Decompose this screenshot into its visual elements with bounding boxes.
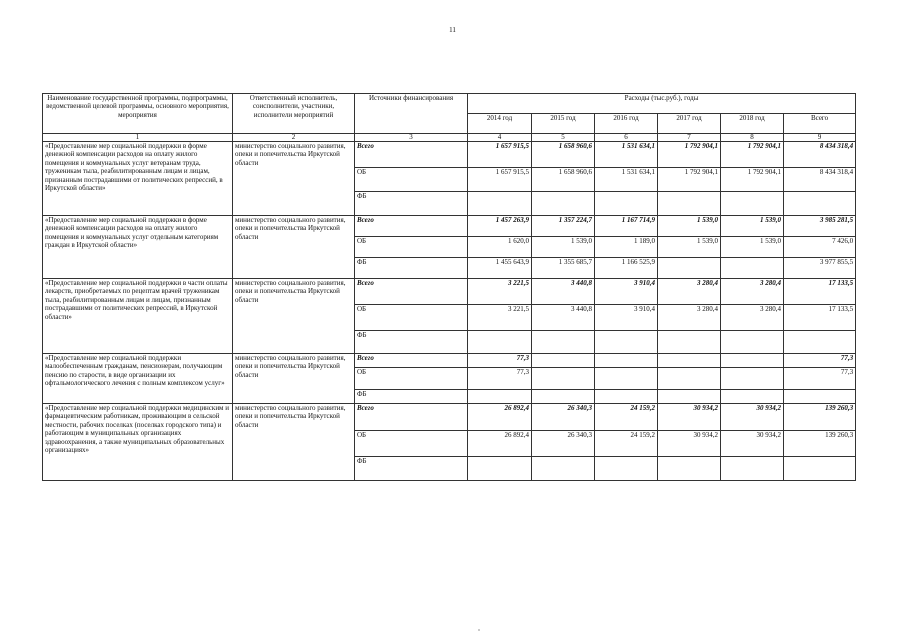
funding-source: ОБ (355, 305, 468, 331)
column-number: 8 (721, 134, 784, 142)
value-cell: 1 189,0 (595, 237, 658, 258)
measure-name: «Предоставление мер социальной поддержки медицинским и фармацевтическим работникам, проживающим в сельской местности, рабочих поселках (поселках городского типа) и работающим в муниципальных организациях здравоохранения, а также муниципальных образовательных организациях» (43, 404, 233, 481)
value-cell-total (784, 192, 856, 216)
value-cell: 1 539,0 (532, 237, 595, 258)
column-number: 7 (658, 134, 721, 142)
scan-speck (478, 629, 480, 631)
value-cell: 1 792 904,1 (721, 142, 784, 168)
value-cell: 3 440,8 (532, 305, 595, 331)
value-cell: 1 531 634,1 (595, 168, 658, 192)
value-cell: 1 658 960,6 (532, 142, 595, 168)
value-cell: 1 166 525,9 (595, 258, 658, 279)
header-name: Наименование государственной программы, подпрограммы, ведомственной целевой программы, основного мероприятия, мероприятия (43, 94, 233, 134)
measure-executor: министерство социального развития, опеки и попечительства Иркутской области (233, 142, 355, 216)
value-cell: 26 892,4 (468, 431, 532, 457)
value-cell (532, 368, 595, 390)
value-cell: 1 531 634,1 (595, 142, 658, 168)
value-cell-total: 7 426,0 (784, 237, 856, 258)
funding-source: ФБ (355, 390, 468, 404)
value-cell: 1 539,0 (721, 216, 784, 237)
budget-body (43, 142, 856, 481)
value-cell: 24 159,2 (595, 431, 658, 457)
value-cell: 3 440,8 (532, 279, 595, 305)
column-number: 1 (43, 134, 233, 142)
value-cell-total: 139 260,3 (784, 404, 856, 431)
measure-name: «Предоставление мер социальной поддержки в форме денежной компенсации расходов на оплату жилого помещения и коммунальных услуг ветеранам труда, труженикам тыла, реабилитированным лицам и лицам, признанным пострадавшими от политических репрессий, в Иркутской области» (43, 142, 233, 216)
value-cell: 1 355 685,7 (532, 258, 595, 279)
table-row (43, 404, 856, 431)
value-cell: 26 340,3 (532, 431, 595, 457)
value-cell (658, 331, 721, 354)
table-row (43, 216, 856, 237)
value-cell: 3 910,4 (595, 279, 658, 305)
value-cell (532, 457, 595, 481)
value-cell: 1 539,0 (658, 237, 721, 258)
value-cell: 26 892,4 (468, 404, 532, 431)
value-cell (721, 192, 784, 216)
value-cell-total: 3 985 281,5 (784, 216, 856, 237)
value-cell-total: 139 260,3 (784, 431, 856, 457)
value-cell: 30 934,2 (658, 431, 721, 457)
value-cell (468, 192, 532, 216)
funding-source: ФБ (355, 457, 468, 481)
value-cell: 3 280,4 (658, 279, 721, 305)
value-cell: 30 934,2 (721, 404, 784, 431)
value-cell: 1 657 915,5 (468, 168, 532, 192)
value-cell: 1 357 224,7 (532, 216, 595, 237)
value-cell: 3 221,5 (468, 305, 532, 331)
header-year: 2017 год (658, 114, 721, 134)
page-number: 11 (449, 26, 456, 34)
value-cell-total: 17 133,5 (784, 279, 856, 305)
value-cell-total: 17 133,5 (784, 305, 856, 331)
table-row (43, 279, 856, 305)
funding-source: ФБ (355, 192, 468, 216)
value-cell-total (784, 390, 856, 404)
table-row (43, 354, 856, 368)
funding-source: ОБ (355, 368, 468, 390)
value-cell: 26 340,3 (532, 404, 595, 431)
column-number: 2 (233, 134, 355, 142)
column-number: 3 (355, 134, 468, 142)
value-cell (658, 192, 721, 216)
column-number: 9 (784, 134, 856, 142)
value-cell: 1 539,0 (658, 216, 721, 237)
value-cell: 77,3 (468, 354, 532, 368)
value-cell: 1 539,0 (721, 237, 784, 258)
value-cell: 1 457 263,9 (468, 216, 532, 237)
value-cell: 1 455 643,9 (468, 258, 532, 279)
value-cell (532, 331, 595, 354)
measure-executor: министерство социального развития, опеки и попечительства Иркутской области (233, 279, 355, 354)
value-cell (595, 390, 658, 404)
value-cell: 3 910,4 (595, 305, 658, 331)
funding-source: ОБ (355, 431, 468, 457)
value-cell: 3 221,5 (468, 279, 532, 305)
value-cell (532, 390, 595, 404)
value-cell (658, 390, 721, 404)
header-year: 2018 год (721, 114, 784, 134)
value-cell (721, 331, 784, 354)
value-cell-total: 77,3 (784, 368, 856, 390)
measure-executor: министерство социального развития, опеки и попечительства Иркутской области (233, 404, 355, 481)
value-cell (595, 354, 658, 368)
value-cell: 1 792 904,1 (721, 168, 784, 192)
value-cell (595, 368, 658, 390)
value-cell-total (784, 457, 856, 481)
column-number: 4 (468, 134, 532, 142)
header-year: 2015 год (532, 114, 595, 134)
table-row (43, 142, 856, 168)
value-cell: 1 657 915,5 (468, 142, 532, 168)
value-cell: 1 620,0 (468, 237, 532, 258)
value-cell (721, 354, 784, 368)
funding-source: Всего (355, 404, 468, 431)
value-cell (721, 368, 784, 390)
value-cell-total (784, 331, 856, 354)
value-cell (595, 457, 658, 481)
value-cell: 3 280,4 (658, 305, 721, 331)
value-cell: 1 658 960,6 (532, 168, 595, 192)
value-cell (595, 192, 658, 216)
value-cell-total: 77,3 (784, 354, 856, 368)
funding-source: ОБ (355, 237, 468, 258)
value-cell-total: 8 434 318,4 (784, 142, 856, 168)
funding-source: Всего (355, 354, 468, 368)
header-year: 2014 год (468, 114, 532, 134)
value-cell (658, 354, 721, 368)
value-cell: 1 792 904,1 (658, 142, 721, 168)
funding-source: Всего (355, 279, 468, 305)
header-year: 2016 год (595, 114, 658, 134)
budget-table (42, 93, 856, 481)
measure-name: «Предоставление мер социальной поддержки в части оплаты лекарств, приобретаемых по рецептам врачей труженикам тыла, реабилитированным лицам и лицам, признанным пострадавшими от политических репрессий, в Иркутской области» (43, 279, 233, 354)
value-cell (658, 368, 721, 390)
header-executor: Ответственный исполнитель, соисполнители, участники, исполнители мероприятий (233, 94, 355, 134)
value-cell (468, 390, 532, 404)
funding-source: ОБ (355, 168, 468, 192)
value-cell (532, 354, 595, 368)
value-cell: 3 280,4 (721, 305, 784, 331)
value-cell: 30 934,2 (658, 404, 721, 431)
value-cell: 30 934,2 (721, 431, 784, 457)
value-cell (595, 331, 658, 354)
funding-source: ФБ (355, 258, 468, 279)
value-cell: 3 280,4 (721, 279, 784, 305)
funding-source: Всего (355, 142, 468, 168)
measure-executor: министерство социального развития, опеки и попечительства Иркутской области (233, 216, 355, 279)
value-cell-total: 8 434 318,4 (784, 168, 856, 192)
value-cell (658, 457, 721, 481)
column-number: 5 (532, 134, 595, 142)
value-cell: 1 792 904,1 (658, 168, 721, 192)
value-cell: 24 159,2 (595, 404, 658, 431)
value-cell (468, 331, 532, 354)
value-cell (468, 457, 532, 481)
measure-name: «Предоставление мер социальной поддержки малообеспеченным гражданам, пенсионерам, получающим пенсию по старости, в виде организации их офтальмологического лечения с полным комплексом услуг» (43, 354, 233, 404)
measure-executor: министерство социального развития, опеки и попечительства Иркутской области (233, 354, 355, 404)
value-cell: 1 167 714,9 (595, 216, 658, 237)
header-expenses: Расходы (тыс.руб.), годы (468, 94, 856, 114)
value-cell (658, 258, 721, 279)
measure-name: «Предоставление мер социальной поддержки в форме денежной компенсации расходов на оплату жилого помещения и коммунальных услуг отдельным категориям граждан в Иркутской области» (43, 216, 233, 279)
value-cell-total: 3 977 855,5 (784, 258, 856, 279)
value-cell (532, 192, 595, 216)
header-source: Источники финансирования (355, 94, 468, 134)
value-cell: 77,3 (468, 368, 532, 390)
funding-source: Всего (355, 216, 468, 237)
header-total: Всего (784, 114, 856, 134)
value-cell (721, 457, 784, 481)
value-cell (721, 390, 784, 404)
value-cell (721, 258, 784, 279)
column-number: 6 (595, 134, 658, 142)
funding-source: ФБ (355, 331, 468, 354)
